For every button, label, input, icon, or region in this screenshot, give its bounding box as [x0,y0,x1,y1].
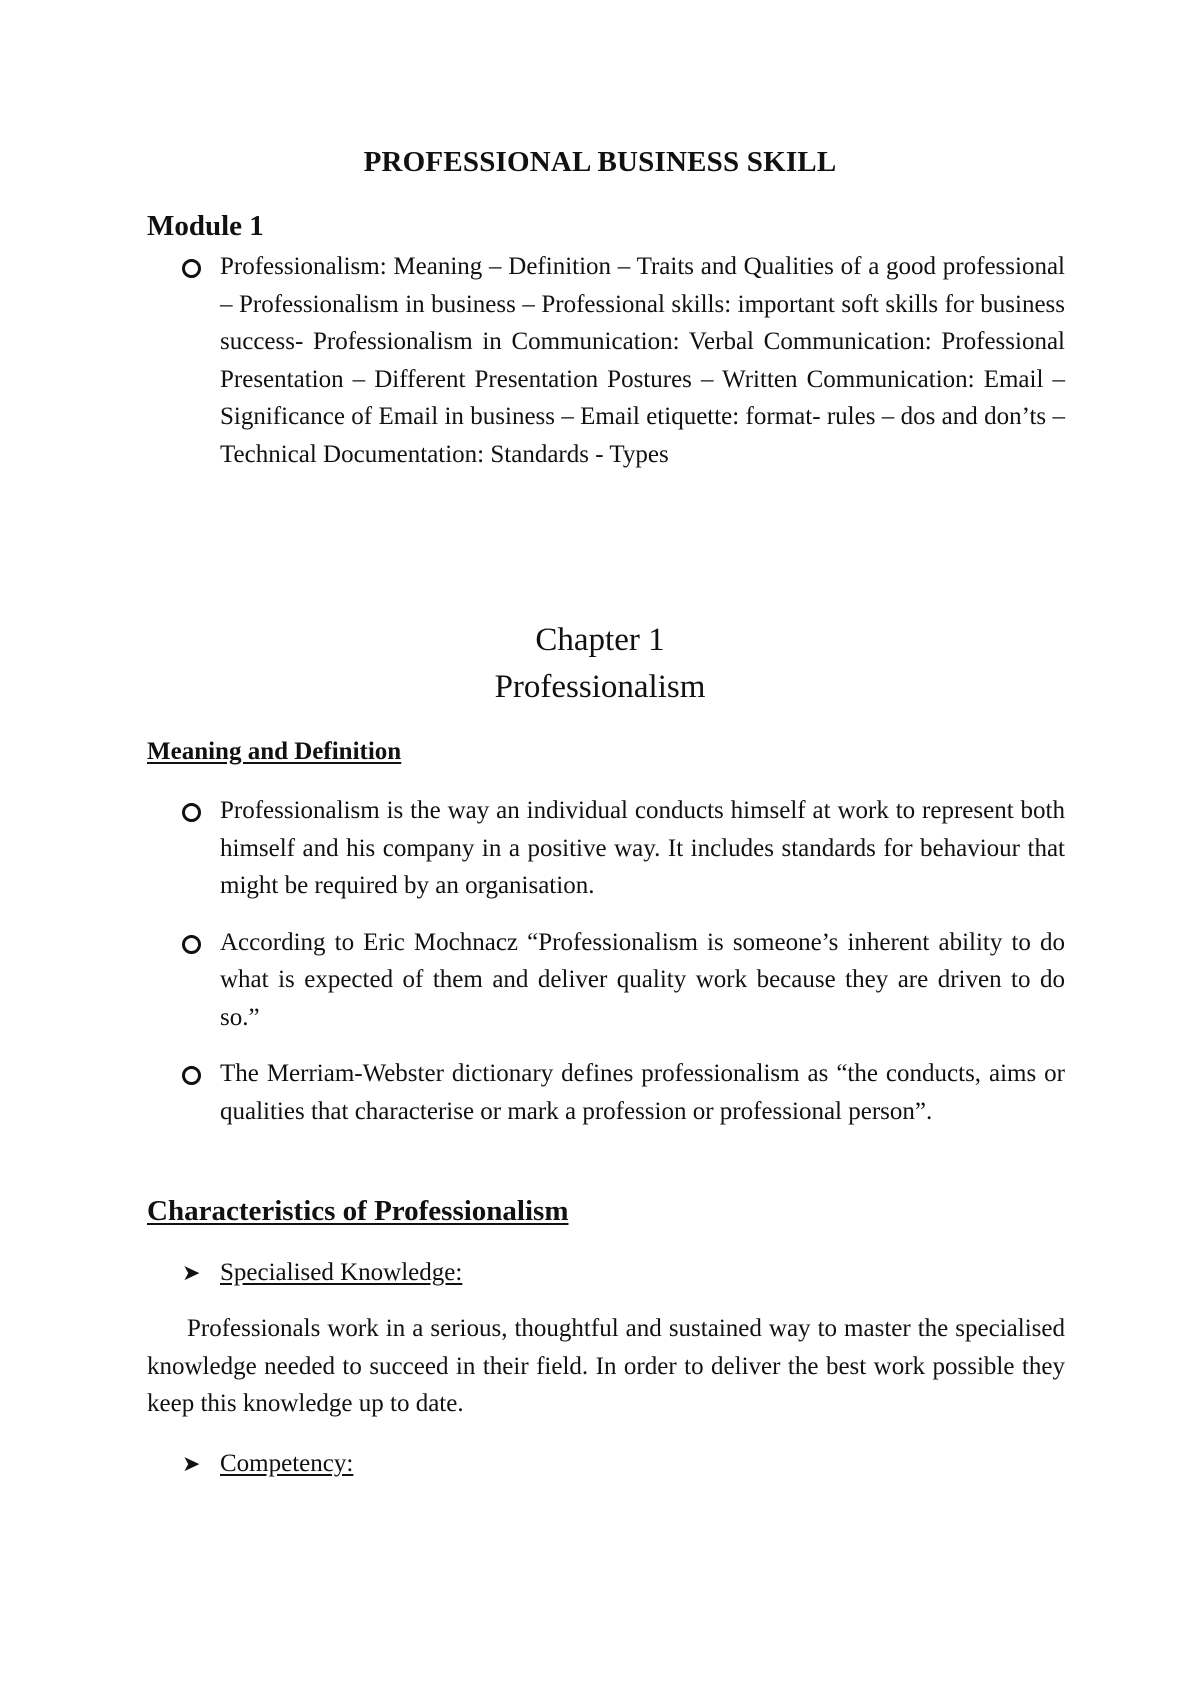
list-item [147,248,1065,473]
characteristic-item [182,1450,353,1478]
chapter-title: Professionalism [494,669,706,705]
meaning-bullet-text: The Merriam-Webster dictionary defines professionalism as “the conducts, aims or qualities that characterise or mark a profession or professional person”. [220,1060,1065,1125]
meaning-heading: Meaning and Definition [147,738,402,765]
arrow-bullet-icon: ➤ [182,1261,201,1286]
meaning-bullet-text: According to Eric Mochnacz “Professionalism is someone’s inherent ability to do what is expected of them and deliver quality work because they are driven to do so.” [220,928,1065,1031]
list-item [147,1055,1065,1130]
document-title: PROFESSIONAL BUSINESS SKILL [363,146,837,178]
circle-bullet-icon [182,803,201,822]
characteristic-paragraph: Professionals work in a serious, thoughtful and sustained way to master the specialised knowledge needed to succeed in their field. In order to deliver the best work possible they keep this knowledge up to date. [147,1315,1065,1417]
characteristics-heading: Characteristics of Professionalism [147,1195,569,1227]
circle-bullet-icon [182,259,201,278]
list-item [147,792,1065,905]
module-summary-text: Professionalism: Meaning – Definition – Traits and Qualities of a good professional – Professionalism in business – Professional skills: important soft skills for business success- Professionalism in Communication: Verbal Communication: Professional Presentation – Different Presentation Postures – Written Communication: Email – Significance of Email in business – Email etiquette: format- rules – dos and don’ts – Technical Documentation: Standards - Types [220,253,1065,468]
characteristic-item [182,1259,462,1287]
meaning-bullet-text: Professionalism is the way an individual conducts himself at work to represent both himself and his company in a positive way. It includes standards for behaviour that might be required by an organisation. [220,797,1065,899]
characteristic-label: Competency: [220,1450,354,1477]
meaning-bullet-list [147,792,1065,1130]
module-heading: Module 1 [147,210,264,242]
chapter-number: Chapter 1 [535,622,665,658]
module-summary-list [147,248,1065,473]
characteristic-label: Specialised Knowledge: [220,1259,463,1286]
list-item [147,924,1065,1037]
circle-bullet-icon [182,935,201,954]
arrow-bullet-icon: ➤ [182,1452,201,1477]
circle-bullet-icon [182,1066,201,1085]
